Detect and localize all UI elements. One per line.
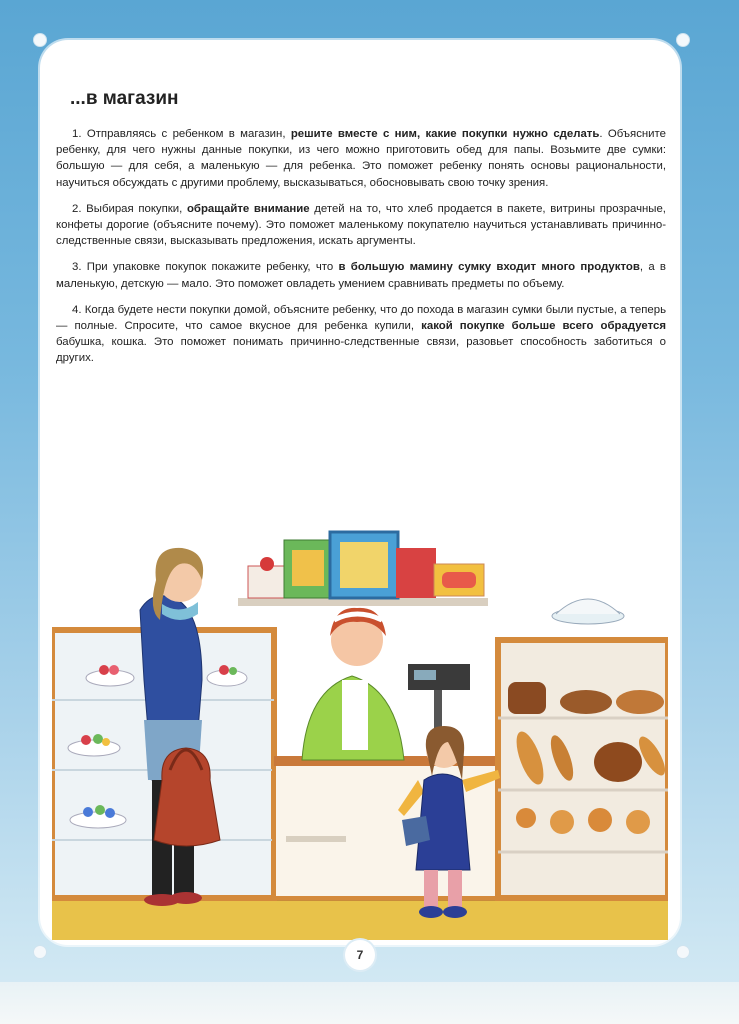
bun [516, 808, 536, 828]
shop-illustration [52, 480, 668, 940]
instruction-paragraph [56, 126, 666, 191]
bread-loaf [594, 742, 642, 782]
paragraph-number: 3. [72, 261, 82, 274]
paragraph-number: 4. [72, 303, 82, 316]
bun [550, 810, 574, 834]
red-box [396, 548, 436, 598]
emphasis-text: решите вместе с ним, какие покупки нужно сделать [290, 128, 600, 140]
bun [626, 810, 650, 834]
paragraph-text: При упаковке покупок покажите ребенку, что [81, 261, 339, 274]
section-title: ...в магазин [70, 88, 179, 109]
paragraph-number: 2. [72, 202, 82, 215]
instruction-paragraph [56, 201, 666, 250]
emphasis-text: какой покупке больше всего обрадуется [421, 320, 666, 333]
corner-dot-top-left [33, 33, 47, 47]
instruction-paragraph [56, 259, 666, 291]
bread-loaf [616, 690, 664, 714]
paragraph-number: 1. [72, 128, 82, 140]
content-card [40, 40, 680, 945]
paragraph-text: Когда будете нести покупки домой, объясните ребенку, что до похода в магазин сумки были пустые, а теперь — полные. Спросите, что самое вкусное для ребенка купили, [56, 303, 666, 333]
emphasis-text: обращайте внимание [186, 202, 310, 215]
shop-floor [52, 900, 668, 940]
page-bottom-strip [0, 982, 739, 1024]
instruction-paragraph [56, 302, 666, 367]
paragraph-text: Отправляясь с ребенком в магазин, [81, 128, 291, 140]
paragraph-text: Выбирая покупки, [81, 202, 187, 215]
paragraph-text: бабушка, кошка. Это поможет понимать причинно-следственные связи, разовьет способность заботиться о других. [56, 336, 666, 365]
paragraph-text: . Объясните ребенку, для чего нужны данные покупки, из чего можно приготовить обед для папы. Возьмите две сумки: большую — для себя, а маленькую — для ребенка. Это поможет ребенку понять основы рациональности, научиться обсуждать с другими проблему, высказываться, обосновывать свою точку зрения. [56, 128, 666, 189]
corner-dot-bottom-right [676, 945, 690, 959]
paragraph-text: , а в маленькую, детскую — мало. Это поможет овладеть умением сравнивать предметы по объему. [56, 261, 666, 290]
instructions-text [56, 126, 666, 377]
bread-loaf [508, 682, 546, 714]
bread-shelf [498, 640, 668, 898]
paragraph-text: детей на то, что хлеб продается в пакете, витрины прозрачные, конфеты дорогие (объясните почему). Это поможет маленькому покупателю научиться устанавливать причинно-следственные связи, высказывать предложения, искать аргументы. [56, 202, 666, 248]
bun [588, 808, 612, 832]
fruit-plate [68, 740, 120, 756]
emphasis-text: в большую мамину сумку входит много продуктов [338, 261, 640, 274]
corner-dot-top-right [676, 33, 690, 47]
bread-loaf [560, 690, 612, 714]
corner-dot-bottom-left [33, 945, 47, 959]
page-number: 7 [345, 940, 375, 970]
